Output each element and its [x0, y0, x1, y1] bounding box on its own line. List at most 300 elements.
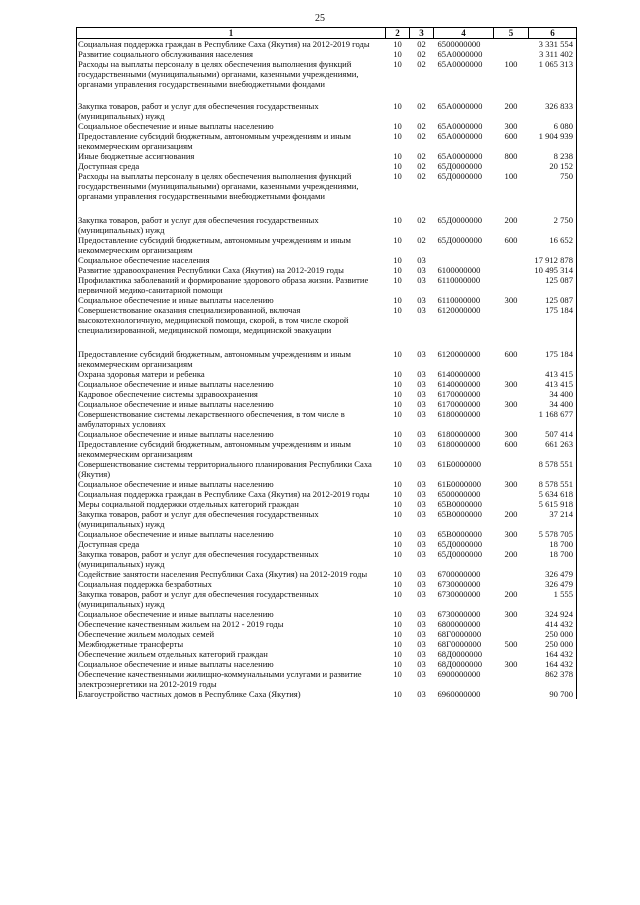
- row-description: Закупка товаров, работ и услуг для обеспечения государственных (муниципальных) нужд: [77, 101, 386, 121]
- row-expense-type: 300: [504, 121, 518, 131]
- row-subsection: 03: [417, 349, 426, 359]
- row-description: Охрана здоровья матери и ребенка: [77, 369, 386, 379]
- row-amount: 125 087: [529, 275, 577, 295]
- row-target-code: 6120000000: [437, 349, 481, 359]
- budget-table: [76, 27, 577, 699]
- row-amount: 1 555: [529, 589, 577, 609]
- row-expense-type: 500: [504, 639, 518, 649]
- row-section: 10: [393, 569, 402, 579]
- row-section: 10: [393, 235, 402, 245]
- row-subsection: 03: [417, 509, 426, 519]
- row-subsection: 03: [417, 265, 426, 275]
- row-description: Меры социальной поддержки отдельных категорий граждан: [77, 499, 386, 509]
- row-subsection: 02: [417, 49, 426, 59]
- row-section: 10: [393, 215, 402, 225]
- row-section: 10: [393, 659, 402, 669]
- row-description: Кадровое обеспечение системы здравоохранения: [77, 389, 386, 399]
- row-section: 10: [393, 121, 402, 131]
- table-row: [77, 121, 577, 131]
- row-amount: 125 087: [529, 295, 577, 305]
- row-section: 10: [393, 131, 402, 141]
- row-amount: 20 152: [529, 161, 577, 171]
- row-subsection: 02: [417, 235, 426, 245]
- row-amount: 3 311 402: [529, 49, 577, 59]
- row-subsection: 03: [417, 409, 426, 419]
- row-description: Содействие занятости населения Республики Саха (Якутия) на 2012-2019 годы: [77, 569, 386, 579]
- row-description: Социальное обеспечение и иные выплаты населению: [77, 609, 386, 619]
- row-expense-type: [494, 305, 529, 349]
- row-expense-type: [494, 265, 529, 275]
- row-section: 10: [393, 509, 402, 519]
- row-subsection: 02: [417, 161, 426, 171]
- row-target-code: 65А0000000: [437, 131, 483, 141]
- table-row: [77, 459, 577, 479]
- row-section: 10: [393, 499, 402, 509]
- row-description: Благоустройство частных домов в Республике Саха (Якутия): [77, 689, 386, 699]
- table-row: [77, 151, 577, 161]
- row-amount: 18 700: [529, 539, 577, 549]
- table-row: [77, 171, 577, 215]
- row-target-code: 65А0000000: [437, 59, 483, 69]
- row-expense-type: [494, 409, 529, 429]
- row-expense-type: 200: [504, 549, 518, 559]
- row-expense-type: 300: [504, 479, 518, 489]
- table-row: [77, 489, 577, 499]
- row-target-code: 68Д0000000: [437, 649, 483, 659]
- row-target-code: 6960000000: [437, 689, 481, 699]
- table-row: [77, 379, 577, 389]
- row-expense-type: [494, 689, 529, 699]
- row-section: 10: [393, 49, 402, 59]
- row-section: 10: [393, 369, 402, 379]
- row-expense-type: [494, 499, 529, 509]
- row-description: Социальное обеспечение и иные выплаты населению: [77, 121, 386, 131]
- row-subsection: 03: [417, 629, 426, 639]
- row-expense-type: 300: [504, 295, 518, 305]
- row-description: Социальное обеспечение и иные выплаты населению: [77, 479, 386, 489]
- row-amount: 164 432: [529, 659, 577, 669]
- column-header: 3: [410, 28, 434, 39]
- row-description: Развитие социального обслуживания населения: [77, 49, 386, 59]
- row-subsection: 03: [417, 539, 426, 549]
- row-expense-type: [494, 161, 529, 171]
- row-section: 10: [393, 101, 402, 111]
- row-subsection: 03: [417, 295, 426, 305]
- row-amount: 5 634 618: [529, 489, 577, 499]
- table-row: [77, 215, 577, 235]
- table-row: [77, 479, 577, 489]
- row-target-code: 6730000000: [437, 589, 481, 599]
- row-section: 10: [393, 305, 402, 315]
- row-description: Социальное обеспечение и иные выплаты населению: [77, 295, 386, 305]
- row-target-code: 6120000000: [437, 305, 481, 315]
- row-expense-type: [494, 275, 529, 295]
- row-target-code: 6800000000: [437, 619, 481, 629]
- table-row: [77, 669, 577, 689]
- row-amount: 250 000: [529, 629, 577, 639]
- row-subsection: 03: [417, 649, 426, 659]
- row-description: Социальная поддержка граждан в Республике Саха (Якутия) на 2012-2019 годы: [77, 489, 386, 499]
- row-amount: 175 184: [529, 349, 577, 369]
- row-amount: 326 479: [529, 579, 577, 589]
- row-description: Социальное обеспечение и иные выплаты населению: [77, 429, 386, 439]
- table-row: [77, 59, 577, 101]
- row-expense-type: [494, 49, 529, 59]
- page-number: 25: [315, 13, 325, 24]
- row-section: 10: [393, 171, 402, 181]
- row-section: 10: [393, 579, 402, 589]
- row-subsection: 03: [417, 479, 426, 489]
- row-expense-type: 300: [504, 529, 518, 539]
- row-amount: 250 000: [529, 639, 577, 649]
- row-expense-type: [494, 629, 529, 639]
- row-expense-type: [494, 459, 529, 479]
- row-target-code: 65Д0000000: [437, 161, 483, 171]
- table-row: [77, 509, 577, 529]
- table-row: [77, 579, 577, 589]
- row-section: 10: [393, 39, 402, 49]
- row-subsection: 02: [417, 215, 426, 225]
- row-expense-type: 300: [504, 659, 518, 669]
- row-subsection: 03: [417, 499, 426, 509]
- row-description: Предоставление субсидий бюджетным, автономным учреждениям и иным некоммерческим организациям: [77, 235, 386, 255]
- row-description: Социальное обеспечение и иные выплаты населению: [77, 399, 386, 409]
- row-description: Доступная среда: [77, 539, 386, 549]
- row-target-code: 6700000000: [437, 569, 481, 579]
- row-subsection: 03: [417, 529, 426, 539]
- row-amount: 413 415: [529, 369, 577, 379]
- row-expense-type: 600: [504, 439, 518, 449]
- row-subsection: 02: [417, 131, 426, 141]
- row-amount: 326 479: [529, 569, 577, 579]
- row-expense-type: [494, 579, 529, 589]
- row-subsection: 02: [417, 59, 426, 69]
- row-section: 10: [393, 489, 402, 499]
- table-row: [77, 369, 577, 379]
- row-amount: 1 904 939: [529, 131, 577, 151]
- row-section: 10: [393, 349, 402, 359]
- row-subsection: 03: [417, 589, 426, 599]
- row-target-code: 6500000000: [437, 489, 481, 499]
- row-expense-type: [494, 669, 529, 689]
- row-description: Закупка товаров, работ и услуг для обеспечения государственных (муниципальных) нужд: [77, 549, 386, 569]
- row-amount: 862 378: [529, 669, 577, 689]
- row-expense-type: [494, 569, 529, 579]
- table-row: [77, 305, 577, 349]
- row-subsection: 03: [417, 439, 426, 449]
- row-amount: 175 184: [529, 305, 577, 349]
- table-row: [77, 589, 577, 609]
- row-subsection: 03: [417, 379, 426, 389]
- row-description: Предоставление субсидий бюджетным, автономным учреждениям и иным некоммерческим организациям: [77, 439, 386, 459]
- row-subsection: 02: [417, 171, 426, 181]
- column-header: 5: [494, 28, 529, 39]
- row-description: Обеспечение жильем отдельных категорий граждан: [77, 649, 386, 659]
- row-description: Социальное обеспечение населения: [77, 255, 386, 265]
- row-target-code: 65А0000000: [437, 101, 483, 111]
- row-description: Совершенствование оказания специализированной, включая высокотехнологичную, медицинской помощи, скорой, в том числе скорой специализированной, медицинской помощи, медицинской эвакуации: [77, 305, 386, 349]
- row-description: Иные бюджетные ассигнования: [77, 151, 386, 161]
- table-row: [77, 689, 577, 699]
- row-section: 10: [393, 439, 402, 449]
- row-section: 10: [393, 429, 402, 439]
- table-row: [77, 659, 577, 669]
- row-expense-type: 200: [504, 509, 518, 519]
- column-header: 6: [529, 28, 577, 39]
- row-expense-type: [494, 619, 529, 629]
- row-subsection: 02: [417, 39, 426, 49]
- row-target-code: 6500000000: [437, 39, 481, 49]
- row-expense-type: 200: [504, 589, 518, 599]
- row-amount: 34 400: [529, 389, 577, 399]
- row-section: 10: [393, 379, 402, 389]
- row-subsection: 03: [417, 689, 426, 699]
- row-section: 10: [393, 529, 402, 539]
- row-subsection: 03: [417, 369, 426, 379]
- row-description: Социальное обеспечение и иные выплаты населению: [77, 659, 386, 669]
- row-target-code: 61Б0000000: [437, 459, 482, 469]
- row-target-code: 6180000000: [437, 429, 481, 439]
- row-expense-type: [494, 369, 529, 379]
- row-target-code: 6170000000: [437, 399, 481, 409]
- table-row: [77, 161, 577, 171]
- row-amount: 37 214: [529, 509, 577, 529]
- row-expense-type: 600: [504, 131, 518, 141]
- row-target-code: 6170000000: [437, 389, 481, 399]
- row-description: Социальная поддержка граждан в Республике Саха (Якутия) на 2012-2019 годы: [77, 39, 386, 50]
- row-expense-type: 100: [504, 171, 518, 181]
- row-target-code: 6730000000: [437, 609, 481, 619]
- row-subsection: 03: [417, 659, 426, 669]
- row-target-code: 68Д0000000: [437, 659, 483, 669]
- row-amount: 1 065 313: [529, 59, 577, 101]
- row-target-code: 65Д0000000: [437, 215, 483, 225]
- row-target-code: 65А0000000: [437, 151, 483, 161]
- row-section: 10: [393, 669, 402, 679]
- row-section: 10: [393, 619, 402, 629]
- row-description: Социальное обеспечение и иные выплаты населению: [77, 379, 386, 389]
- row-section: 10: [393, 295, 402, 305]
- table-row: [77, 49, 577, 59]
- table-row: [77, 409, 577, 429]
- row-description: Развитие здравоохранения Республики Саха (Якутия) на 2012-2019 годы: [77, 265, 386, 275]
- row-amount: 5 578 705: [529, 529, 577, 539]
- row-description: Закупка товаров, работ и услуг для обеспечения государственных (муниципальных) нужд: [77, 215, 386, 235]
- row-expense-type: 800: [504, 151, 518, 161]
- row-section: 10: [393, 151, 402, 161]
- row-section: 10: [393, 479, 402, 489]
- row-target-code: 65Д0000000: [437, 549, 483, 559]
- row-expense-type: [494, 489, 529, 499]
- row-expense-type: 300: [504, 609, 518, 619]
- row-subsection: 03: [417, 639, 426, 649]
- row-section: 10: [393, 265, 402, 275]
- row-description: Социальное обеспечение и иные выплаты населению: [77, 529, 386, 539]
- row-expense-type: 100: [504, 59, 518, 69]
- row-subsection: 02: [417, 101, 426, 111]
- table-row: [77, 629, 577, 639]
- row-amount: 1 168 677: [529, 409, 577, 429]
- row-section: 10: [393, 689, 402, 699]
- table-row: [77, 619, 577, 629]
- table-row: [77, 429, 577, 439]
- row-subsection: 03: [417, 619, 426, 629]
- row-section: 10: [393, 639, 402, 649]
- row-subsection: 03: [417, 569, 426, 579]
- row-section: 10: [393, 609, 402, 619]
- row-subsection: 02: [417, 121, 426, 131]
- row-section: 10: [393, 649, 402, 659]
- row-expense-type: [494, 255, 529, 265]
- column-header: 4: [434, 28, 494, 39]
- row-target-code: 65В0000000: [437, 499, 482, 509]
- row-target-code: 68Г0000000: [437, 629, 482, 639]
- row-description: Межбюджетные трансферты: [77, 639, 386, 649]
- row-subsection: 03: [417, 389, 426, 399]
- table-header-row: [77, 28, 577, 39]
- table-row: [77, 265, 577, 275]
- table-row: [77, 295, 577, 305]
- table-row: [77, 649, 577, 659]
- row-subsection: 03: [417, 305, 426, 315]
- column-header: 1: [77, 28, 386, 39]
- row-target-code: 6140000000: [437, 379, 481, 389]
- row-amount: 10 495 314: [529, 265, 577, 275]
- row-amount: 18 700: [529, 549, 577, 569]
- table-row: [77, 499, 577, 509]
- table-row: [77, 549, 577, 569]
- table-body: [77, 39, 577, 700]
- table-row: [77, 639, 577, 649]
- row-amount: 164 432: [529, 649, 577, 659]
- row-target-code: 6900000000: [437, 669, 481, 679]
- table-row: [77, 255, 577, 265]
- row-amount: 326 833: [529, 101, 577, 121]
- row-expense-type: 200: [504, 101, 518, 111]
- table-row: [77, 235, 577, 255]
- row-subsection: 03: [417, 255, 426, 265]
- table-row: [77, 569, 577, 579]
- row-description: Расходы на выплаты персоналу в целях обеспечения выполнения функций государственными (муниципальными) органами, казенными учреждениями, органами управления государственными внебюджетными фондами: [77, 59, 386, 101]
- row-section: 10: [393, 255, 402, 265]
- row-expense-type: 300: [504, 379, 518, 389]
- row-description: Предоставление субсидий бюджетным, автономным учреждениям и иным некоммерческим организациям: [77, 349, 386, 369]
- table-row: [77, 131, 577, 151]
- row-expense-type: 600: [504, 349, 518, 359]
- row-amount: 750: [529, 171, 577, 215]
- row-subsection: 03: [417, 275, 426, 285]
- row-expense-type: [494, 39, 529, 50]
- row-target-code: 61Б0000000: [437, 479, 482, 489]
- row-description: Социальная поддержка безработных: [77, 579, 386, 589]
- row-target-code: 65Д0000000: [437, 171, 483, 181]
- row-amount: 324 924: [529, 609, 577, 619]
- row-target-code: 6180000000: [437, 409, 481, 419]
- row-amount: 8 578 551: [529, 479, 577, 489]
- table-row: [77, 349, 577, 369]
- row-target-code: 65В0000000: [437, 529, 482, 539]
- row-target-code: 6110000000: [437, 275, 481, 285]
- row-section: 10: [393, 161, 402, 171]
- row-description: Закупка товаров, работ и услуг для обеспечения государственных (муниципальных) нужд: [77, 589, 386, 609]
- row-expense-type: [494, 539, 529, 549]
- row-subsection: 03: [417, 399, 426, 409]
- row-subsection: 03: [417, 459, 426, 469]
- row-amount: 5 615 918: [529, 499, 577, 509]
- row-target-code: 6140000000: [437, 369, 481, 379]
- row-expense-type: 600: [504, 235, 518, 245]
- row-amount: 6 080: [529, 121, 577, 131]
- row-target-code: 6110000000: [437, 295, 481, 305]
- row-amount: 2 750: [529, 215, 577, 235]
- row-section: 10: [393, 399, 402, 409]
- row-description: Обеспечение жильем молодых семей: [77, 629, 386, 639]
- row-amount: 90 700: [529, 689, 577, 699]
- row-description: Совершенствование системы лекарственного обеспечения, в том числе в амбулаторных условиях: [77, 409, 386, 429]
- table-row: [77, 389, 577, 399]
- row-amount: 661 263: [529, 439, 577, 459]
- row-expense-type: [494, 389, 529, 399]
- row-section: 10: [393, 389, 402, 399]
- row-section: 10: [393, 539, 402, 549]
- row-description: Закупка товаров, работ и услуг для обеспечения государственных (муниципальных) нужд: [77, 509, 386, 529]
- row-amount: 8 578 551: [529, 459, 577, 479]
- row-description: Предоставление субсидий бюджетным, автономным учреждениям и иным некоммерческим организациям: [77, 131, 386, 151]
- row-amount: 8 238: [529, 151, 577, 161]
- row-amount: 3 331 554: [529, 39, 577, 50]
- row-subsection: 03: [417, 489, 426, 499]
- row-subsection: 03: [417, 429, 426, 439]
- row-subsection: 03: [417, 609, 426, 619]
- row-target-code: 6100000000: [437, 265, 481, 275]
- row-target-code: 6180000000: [437, 439, 481, 449]
- row-expense-type: 300: [504, 399, 518, 409]
- row-section: 10: [393, 629, 402, 639]
- row-target-code: 65Д0000000: [437, 539, 483, 549]
- row-section: 10: [393, 589, 402, 599]
- row-expense-type: 300: [504, 429, 518, 439]
- row-amount: 507 414: [529, 429, 577, 439]
- table-row: [77, 101, 577, 121]
- row-target-code: 65Д0000000: [437, 235, 483, 245]
- row-target-code: 68Г0000000: [437, 639, 482, 649]
- row-description: Профилактика заболеваний и формирование здорового образа жизни. Развитие первичной медико-санитарной помощи: [77, 275, 386, 295]
- row-amount: 34 400: [529, 399, 577, 409]
- row-subsection: 03: [417, 579, 426, 589]
- row-target-code: 6730000000: [437, 579, 481, 589]
- row-target-code: 65А0000000: [437, 49, 483, 59]
- row-description: Доступная среда: [77, 161, 386, 171]
- row-section: 10: [393, 275, 402, 285]
- row-subsection: 03: [417, 669, 426, 679]
- table-row: [77, 399, 577, 409]
- row-amount: 414 432: [529, 619, 577, 629]
- row-description: Обеспечение качественными жилищно-коммунальными услугами и развитие электроэнергетики на 2012-2019 годы: [77, 669, 386, 689]
- row-expense-type: [494, 649, 529, 659]
- row-target-code: 65В0000000: [437, 509, 482, 519]
- row-section: 10: [393, 549, 402, 559]
- row-subsection: 03: [417, 549, 426, 559]
- row-section: 10: [393, 459, 402, 469]
- row-subsection: 02: [417, 151, 426, 161]
- row-description: Расходы на выплаты персоналу в целях обеспечения выполнения функций государственными (муниципальными) органами, казенными учреждениями, органами управления государственными внебюджетными фондами: [77, 171, 386, 215]
- table-row: [77, 439, 577, 459]
- column-header: 2: [386, 28, 410, 39]
- row-amount: 17 912 878: [529, 255, 577, 265]
- row-target-code: [434, 255, 494, 265]
- row-target-code: 65А0000000: [437, 121, 483, 131]
- table-row: [77, 39, 577, 50]
